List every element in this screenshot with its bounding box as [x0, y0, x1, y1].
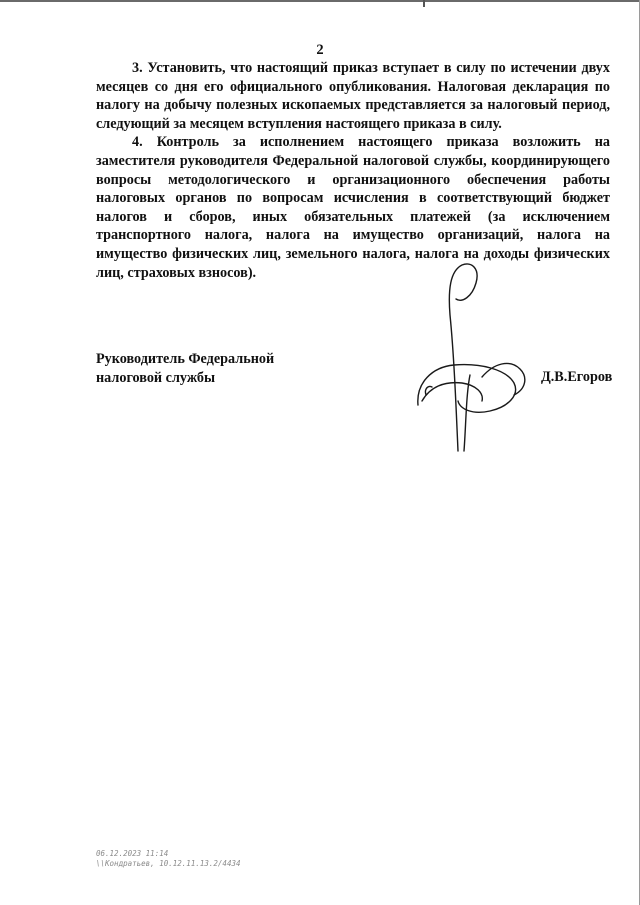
stamp-date: 06.12.2023 11:14 [96, 849, 169, 858]
signatory-title-line-2: налоговой службы [96, 369, 216, 386]
scan-edge-mark [423, 0, 425, 7]
document-body [96, 59, 610, 282]
scan-top-edge [0, 0, 640, 2]
paragraph-3: 3. Установить, что настоящий приказ вступает в силу по истечении двух месяцев со дня его официального опубликования. Налоговая декларация по налогу на добычу полезных ископаемых представляется за налоговый период, следующий за месяцем вступления настоящего приказа в силу. [96, 60, 610, 132]
stamp-reference: \\Кондратьев, 10.12.11.13.2/4434 [96, 859, 241, 868]
signatory-name: Д.В.Егоров [541, 369, 613, 385]
signatory-title [96, 350, 274, 387]
page-number: 2 [316, 42, 324, 58]
signatory-title-line-1: Руководитель Федеральной [96, 351, 275, 367]
handwritten-signature [410, 255, 540, 455]
registration-stamp [96, 849, 241, 869]
paragraph-4: 4. Контроль за исполнением настоящего приказа возложить на заместителя руководителя Федеральной налоговой службы, координирующего вопросы методологического и организационного обеспечения работы налоговых органов по вопросам исчисления в соответствующий бюджет налогов и сборов, иных обязательных платежей (за исключением транспортного налога, налога на имущество организаций, налога на имущество физических лиц, земельного налога, налога на доходы физических лиц, страховых взносов). [96, 134, 610, 281]
